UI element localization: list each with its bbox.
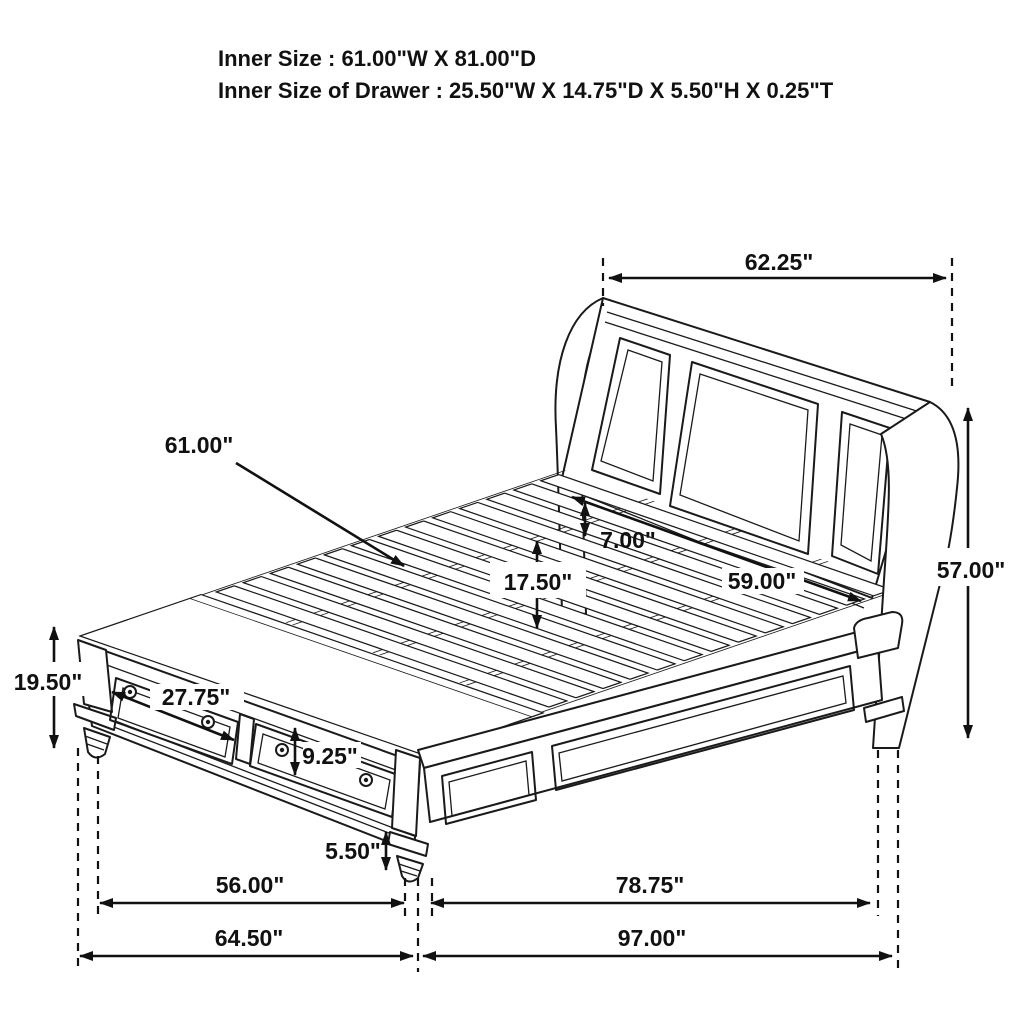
dim-footboard-inner-width-label: 56.00" [215,872,285,898]
dim-footboard-height-label: 19.50" [13,669,83,695]
dim-drawer-height-label: 9.25" [302,743,358,769]
dim-drawer-width-label: 27.75" [161,684,231,710]
header-inner-size-of-drawer: Inner Size of Drawer : 25.50"W X 14.75"D X 5.50"H X 0.25"T [218,78,834,103]
dim-side-outer-length [423,925,892,956]
dim-headboard-panel-width-label: 59.00" [727,568,797,594]
dim-headboard-width-label: 62.25" [744,249,814,275]
dim-leg-height [325,832,386,870]
dim-footboard-inner-width [100,872,404,903]
header-inner-size: Inner Size : 61.00"W X 81.00"D [218,46,536,71]
footboard-corner-post [392,750,420,836]
dim-side-inner-length [431,872,870,903]
dim-side-inner-length-label: 78.75" [615,872,685,898]
dim-slat-length-label: 61.00" [164,432,234,458]
dim-footboard-outer-width-label: 64.50" [214,925,284,951]
dim-platform-height-label: 17.50" [503,569,573,595]
dim-side-outer-length-label: 97.00" [617,925,687,951]
dim-headboard-width [609,249,946,278]
dim-leg-height-label: 5.50" [325,838,381,864]
dim-headboard-height-label: 57.00" [936,557,1006,583]
corner-foot-bun [397,856,423,882]
dim-headboard-clearance-label: 7.00" [600,527,656,553]
dim-footboard-outer-width [80,925,413,956]
